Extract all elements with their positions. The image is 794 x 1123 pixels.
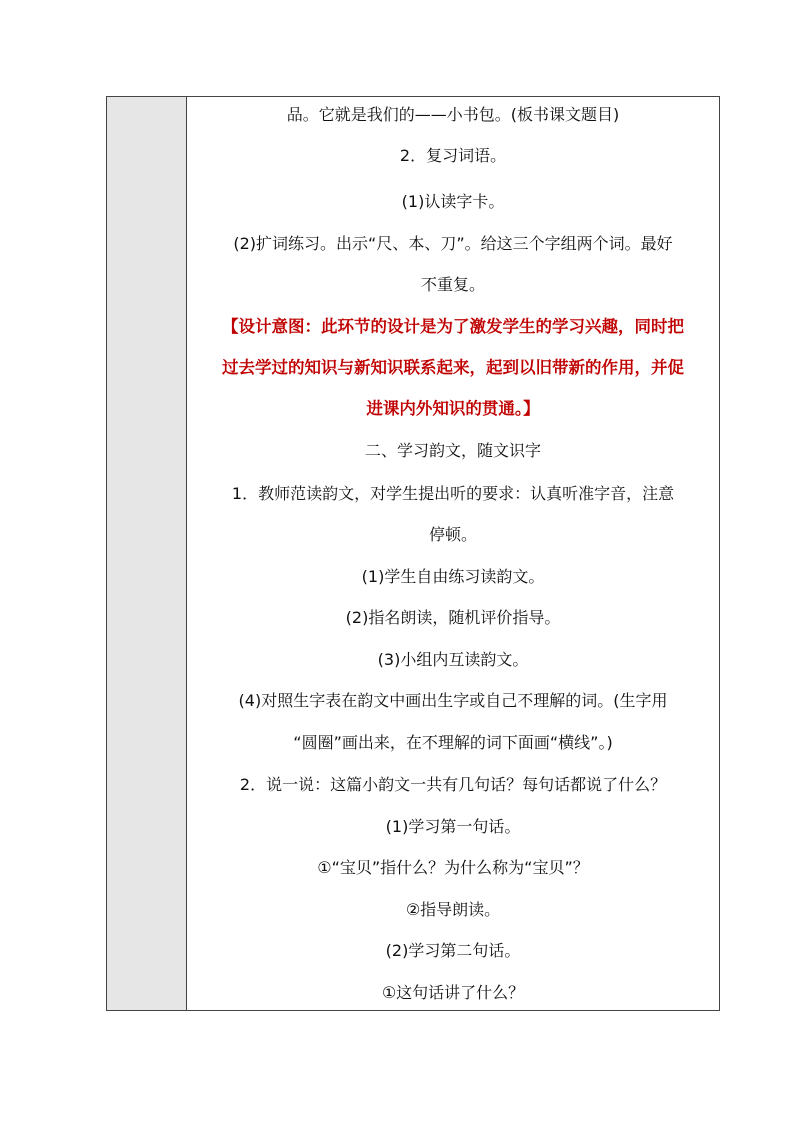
lesson-table [106,96,720,1011]
text-line: (1)学生自由练习读韵文。 [361,567,545,586]
text-line: 2．说一说：这篇小韵文一共有几句话？每句话都说了什么？ [239,775,667,794]
text-line: (1)学习第一句话。 [385,817,521,836]
text-line: 1．教师范读韵文，对学生提出听的要求：认真听准字音，注意 [231,484,675,503]
text-line: 2．复习词语。 [399,146,507,165]
text-line: “圆圈”画出来，在不理解的词下面画“横线”。) [293,733,613,752]
text-line: 停顿。 [428,525,477,544]
text-line: ①这句话讲了什么？ [381,983,525,1002]
design-intent-line: 过去学过的知识与新知识联系起来，起到以旧带新的作用，并促 [222,358,684,377]
text-line: (3)小组内互读韵文。 [377,650,529,669]
text-line: ②指导朗读。 [405,900,501,919]
lesson-content-cell [187,97,719,1010]
section-heading: 二、学习韵文，随文识字 [364,441,541,460]
text-line: (2)指名朗读，随机评价指导。 [345,608,561,627]
text-line: (1)认读字卡。 [401,192,505,211]
text-line: (2)扩词练习。出示“尺、本、刀”。给这三个字组两个词。最好 [233,234,673,253]
design-intent-line: 进课内外知识的贯通。】 [366,399,540,418]
left-column-cell [107,97,187,1010]
text-line: 品。它就是我们的——小书包。(板书课文题目) [286,105,620,124]
design-intent-line: 【设计意图：此环节的设计是为了激发学生的学习兴趣，同时把 [222,317,684,336]
text-line: (4)对照生字表在韵文中画出生字或自己不理解的词。(生字用 [238,691,668,710]
text-line: (2)学习第二句话。 [385,941,521,960]
text-line: ①“宝贝”指什么？为什么称为“宝贝”？ [317,858,589,877]
text-line: 不重复。 [420,275,485,294]
